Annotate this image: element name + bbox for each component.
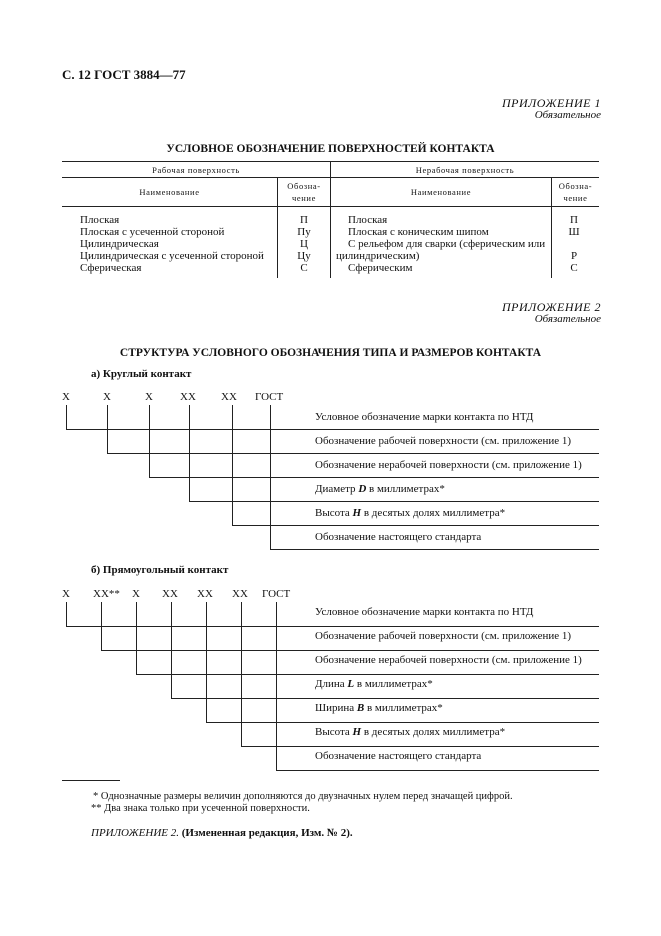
- table-row: Сферическая: [80, 262, 142, 274]
- connector-rule: [270, 549, 599, 550]
- connector-rule: [241, 746, 599, 747]
- table-cell-code: Ц: [300, 238, 308, 250]
- table-cell-code: С: [300, 262, 308, 274]
- table-row: Плоская: [80, 214, 120, 226]
- connector-line: [66, 405, 67, 429]
- left-name-header: Наименование: [139, 187, 200, 197]
- rect-desc: Длина L в миллиметрах*: [315, 678, 433, 690]
- appendix2-heading: СТРУКТУРА УСЛОВНОГО ОБОЗНАЧЕНИЯ ТИПА И РАЗМЕРОВ КОНТАКТА: [119, 347, 542, 359]
- amendment-note-bold: (Измененная редакция, Изм. № 2).: [181, 827, 353, 839]
- right-name-header: Наименование: [410, 187, 472, 197]
- rect-symbol: Х: [62, 588, 70, 600]
- round-symbol: ГОСТ: [255, 391, 284, 403]
- round-contact-label: а) Круглый контакт: [91, 368, 192, 380]
- connector-line: [276, 602, 277, 770]
- rect-desc: Обозначение настоящего стандарта: [315, 750, 482, 762]
- rect-symbol: ХХ: [232, 588, 248, 600]
- table-row: Цилиндрическая: [80, 238, 159, 250]
- connector-rule: [276, 770, 599, 771]
- work-surface-header: Рабочая поверхность: [152, 165, 240, 175]
- left-code-header-1: Обозна-: [287, 181, 321, 191]
- footnote-rule: [62, 780, 120, 781]
- appendix1-heading: УСЛОВНОЕ ОБОЗНАЧЕНИЕ ПОВЕРХНОСТЕЙ КОНТАКТА: [166, 143, 495, 155]
- table-cell-code: Пу: [297, 226, 311, 238]
- connector-rule: [189, 501, 599, 502]
- connector-line: [66, 602, 67, 626]
- round-symbol: Х: [145, 391, 153, 403]
- round-desc: Диаметр D в миллиметрах*: [315, 483, 445, 495]
- rect-symbol: ГОСТ: [262, 588, 291, 600]
- round-symbol: ХХ: [221, 391, 237, 403]
- page-header: С. 12 ГОСТ 3884—77: [62, 67, 186, 82]
- rect-desc: Ширина B в миллиметрах*: [315, 702, 443, 714]
- connector-rule: [66, 626, 599, 627]
- right-code-header-2: чение: [563, 193, 588, 203]
- footnote: ** Два знака только при усеченной поверхности.: [91, 803, 310, 814]
- round-symbol: ХХ: [180, 391, 196, 403]
- round-desc: Обозначение рабочей поверхности (см. приложение 1): [315, 435, 572, 447]
- table-row: Сферическим: [348, 262, 413, 274]
- connector-rule: [149, 477, 599, 478]
- appendix2-title: ПРИЛОЖЕНИЕ 2: [502, 300, 601, 314]
- table-cell-code: П: [570, 214, 578, 226]
- connector-line: [206, 602, 207, 722]
- appendix2-note: Обязательное: [534, 313, 601, 325]
- table-row: Плоская с коническим шипом: [348, 226, 489, 238]
- round-desc: Условное обозначение марки контакта по НТД: [315, 411, 534, 423]
- table-center-divider: [330, 161, 331, 278]
- table-cell-code: С: [570, 262, 578, 274]
- round-desc: Обозначение нерабочей поверхности (см. приложение 1): [315, 459, 582, 471]
- rect-desc: Обозначение рабочей поверхности (см. приложение 1): [315, 630, 572, 642]
- connector-rule: [171, 698, 599, 699]
- rect-symbol: ХХ**: [93, 588, 120, 600]
- round-symbol: Х: [62, 391, 70, 403]
- table-row: Цилиндрическая с усеченной стороной: [80, 250, 264, 262]
- rect-symbol: Х: [132, 588, 140, 600]
- appendix1-title: ПРИЛОЖЕНИЕ 1: [502, 96, 601, 110]
- connector-rule: [232, 525, 599, 526]
- amendment-note: [91, 827, 353, 839]
- nonwork-surface-header: Нерабочая поверхность: [415, 165, 515, 175]
- connector-rule: [107, 453, 599, 454]
- table-cell-code: П: [300, 214, 308, 226]
- left-code-header-2: чение: [292, 193, 316, 203]
- rect-symbol: ХХ: [197, 588, 213, 600]
- amendment-note-italic: ПРИЛОЖЕНИЕ 2.: [91, 827, 179, 839]
- round-desc: Высота H в десятых долях миллиметра*: [315, 507, 506, 519]
- table-cell-code: Ш: [568, 226, 580, 238]
- table-row: Плоская: [348, 214, 388, 226]
- appendix1-note: Обязательное: [534, 109, 601, 121]
- connector-line: [232, 405, 233, 525]
- rect-contact-label: б) Прямоугольный контакт: [91, 564, 229, 576]
- rect-desc: Условное обозначение марки контакта по НТД: [315, 606, 534, 618]
- round-symbol: Х: [103, 391, 111, 403]
- table-cell-code: Р: [570, 250, 578, 262]
- connector-rule: [66, 429, 599, 430]
- rect-desc: Высота H в десятых долях миллиметра*: [315, 726, 506, 738]
- right-code-header-1: Обозна-: [558, 181, 593, 191]
- rect-desc: Обозначение нерабочей поверхности (см. приложение 1): [315, 654, 582, 666]
- connector-line: [136, 602, 137, 674]
- connector-line: [149, 405, 150, 477]
- round-desc: Обозначение настоящего стандарта: [315, 531, 482, 543]
- rect-symbol: ХХ: [162, 588, 178, 600]
- connector-rule: [101, 650, 599, 651]
- footnote: * Однозначные размеры величин дополняются до двузначных нулем перед значащей цифрой.: [93, 791, 513, 802]
- table-cell-code: Цу: [297, 250, 311, 262]
- connector-rule: [206, 722, 599, 723]
- table-row: Плоская с усеченной стороной: [80, 226, 225, 238]
- table-row: С рельефом для сварки (сферическим или: [348, 238, 546, 250]
- table-row: цилиндрическим): [336, 250, 420, 262]
- connector-rule: [136, 674, 599, 675]
